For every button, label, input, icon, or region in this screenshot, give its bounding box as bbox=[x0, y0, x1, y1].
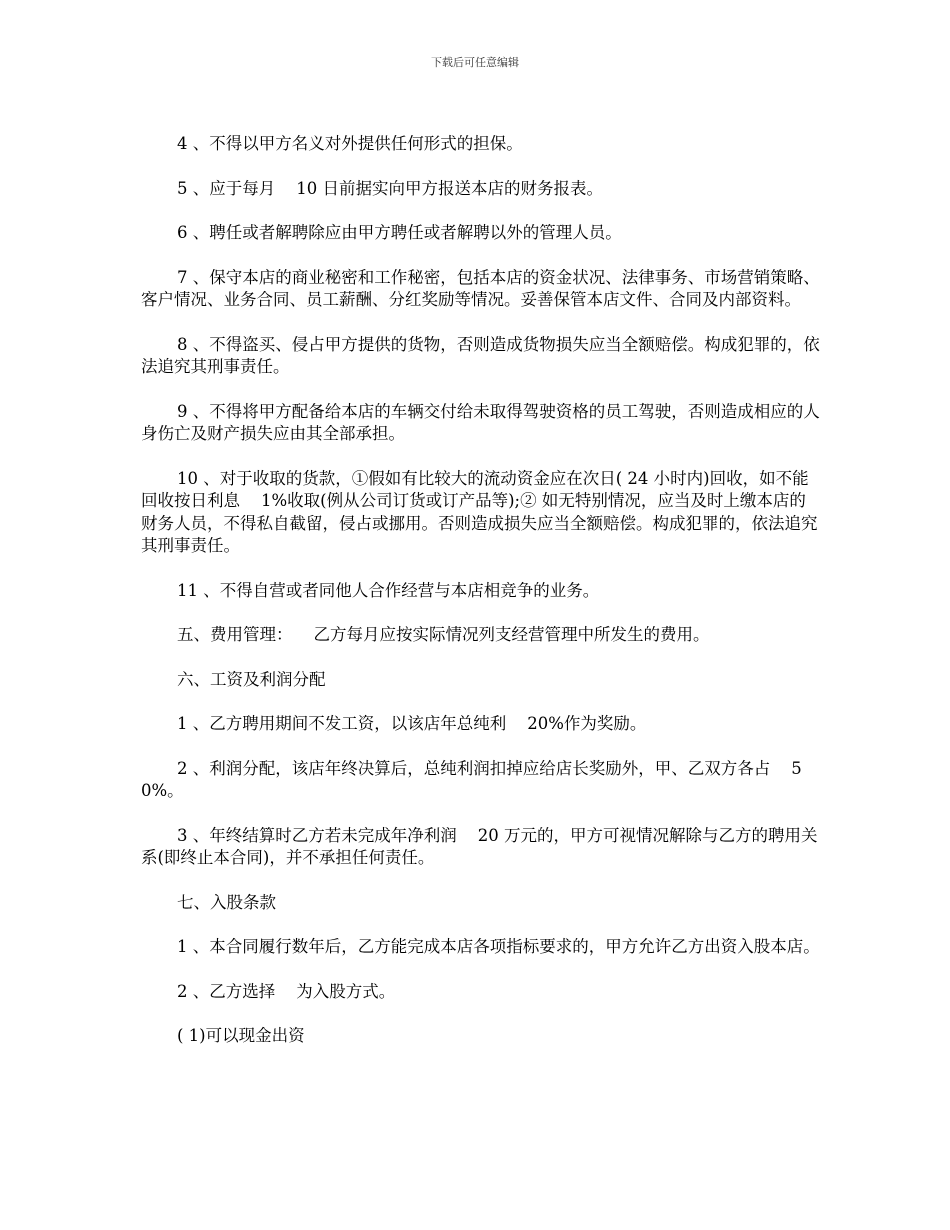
section-7-item-2: 2 、乙方选择 为入股方式。 bbox=[177, 981, 396, 1001]
clause-9: 9 、不得将甲方配备给本店的车辆交付给未取得驾驶资格的员工驾驶，否则造成相应的人身伤亡及财产损失应由其全部承担。 bbox=[141, 401, 820, 443]
section-7-heading: 七、入股条款 bbox=[177, 892, 276, 912]
section-5-expense-management: 五、费用管理： 乙方每月应按实际情况列支经营管理中所发生的费用。 bbox=[177, 625, 710, 644]
clause-11: 11 、不得自营或者同他人合作经营与本店相竞争的业务。 bbox=[177, 580, 600, 600]
section-6-item-1: 1 、乙方聘用期间不发工资，以该店年总纯利 20%作为奖励。 bbox=[177, 714, 647, 733]
clause-7: 7 、保守本店的商业秘密和工作秘密，包括本店的资金状况、法律事务、市场营销策略、客户情况、业务合同、员工薪酬、分红奖励等情况。妥善保管本店文件、合同及内部资料。 bbox=[141, 267, 820, 309]
page-header: 下载后可任意编辑 bbox=[431, 56, 519, 69]
clause-5: 5 、应于每月 10 日前据实向甲方报送本店的财务报表。 bbox=[177, 178, 603, 198]
section-6-item-3: 3 、年终结算时乙方若未完成年净利润 20 万元的，甲方可视情况解除与乙方的聘用关系(即终止本合同)，并不承担任何责任。 bbox=[141, 825, 818, 867]
document-body bbox=[141, 133, 821, 1070]
clause-6: 6 、聘任或者解聘除应由甲方聘任或者解聘以外的管理人员。 bbox=[177, 223, 622, 242]
section-6-heading: 六、工资及利润分配 bbox=[177, 669, 326, 689]
clause-4: 4 、不得以甲方名义对外提供任何形式的担保。 bbox=[177, 134, 523, 153]
section-7-subitem-1: ( 1)可以现金出资 bbox=[177, 1026, 305, 1045]
section-7-item-1: 1 、本合同履行数年后，乙方能完成本店各项指标要求的，甲方允许乙方出资入股本店。 bbox=[177, 937, 820, 956]
clause-10: 10 、对于收取的货款，①假如有比较大的流动资金应在次日( 24 小时内)回收，如不能回收按日利息 1%收取(例从公司订货或订产品等);② 如无特别情况，应当及时上缴本店的财务人员，不得私自截留，侵占或挪用。否则造成损失应当全额赔偿。构成犯罪的，依法追究其刑事责任。 bbox=[141, 468, 818, 555]
clause-8: 8 、不得盗买、侵占甲方提供的货物，否则造成货物损失应当全额赔偿。构成犯罪的，依法追究其刑事责任。 bbox=[141, 334, 820, 376]
section-6-item-2: 2 、利润分配，该店年终决算后，总纯利润扣掉应给店长奖励外，甲、乙双方各占 50%。 bbox=[141, 758, 802, 800]
